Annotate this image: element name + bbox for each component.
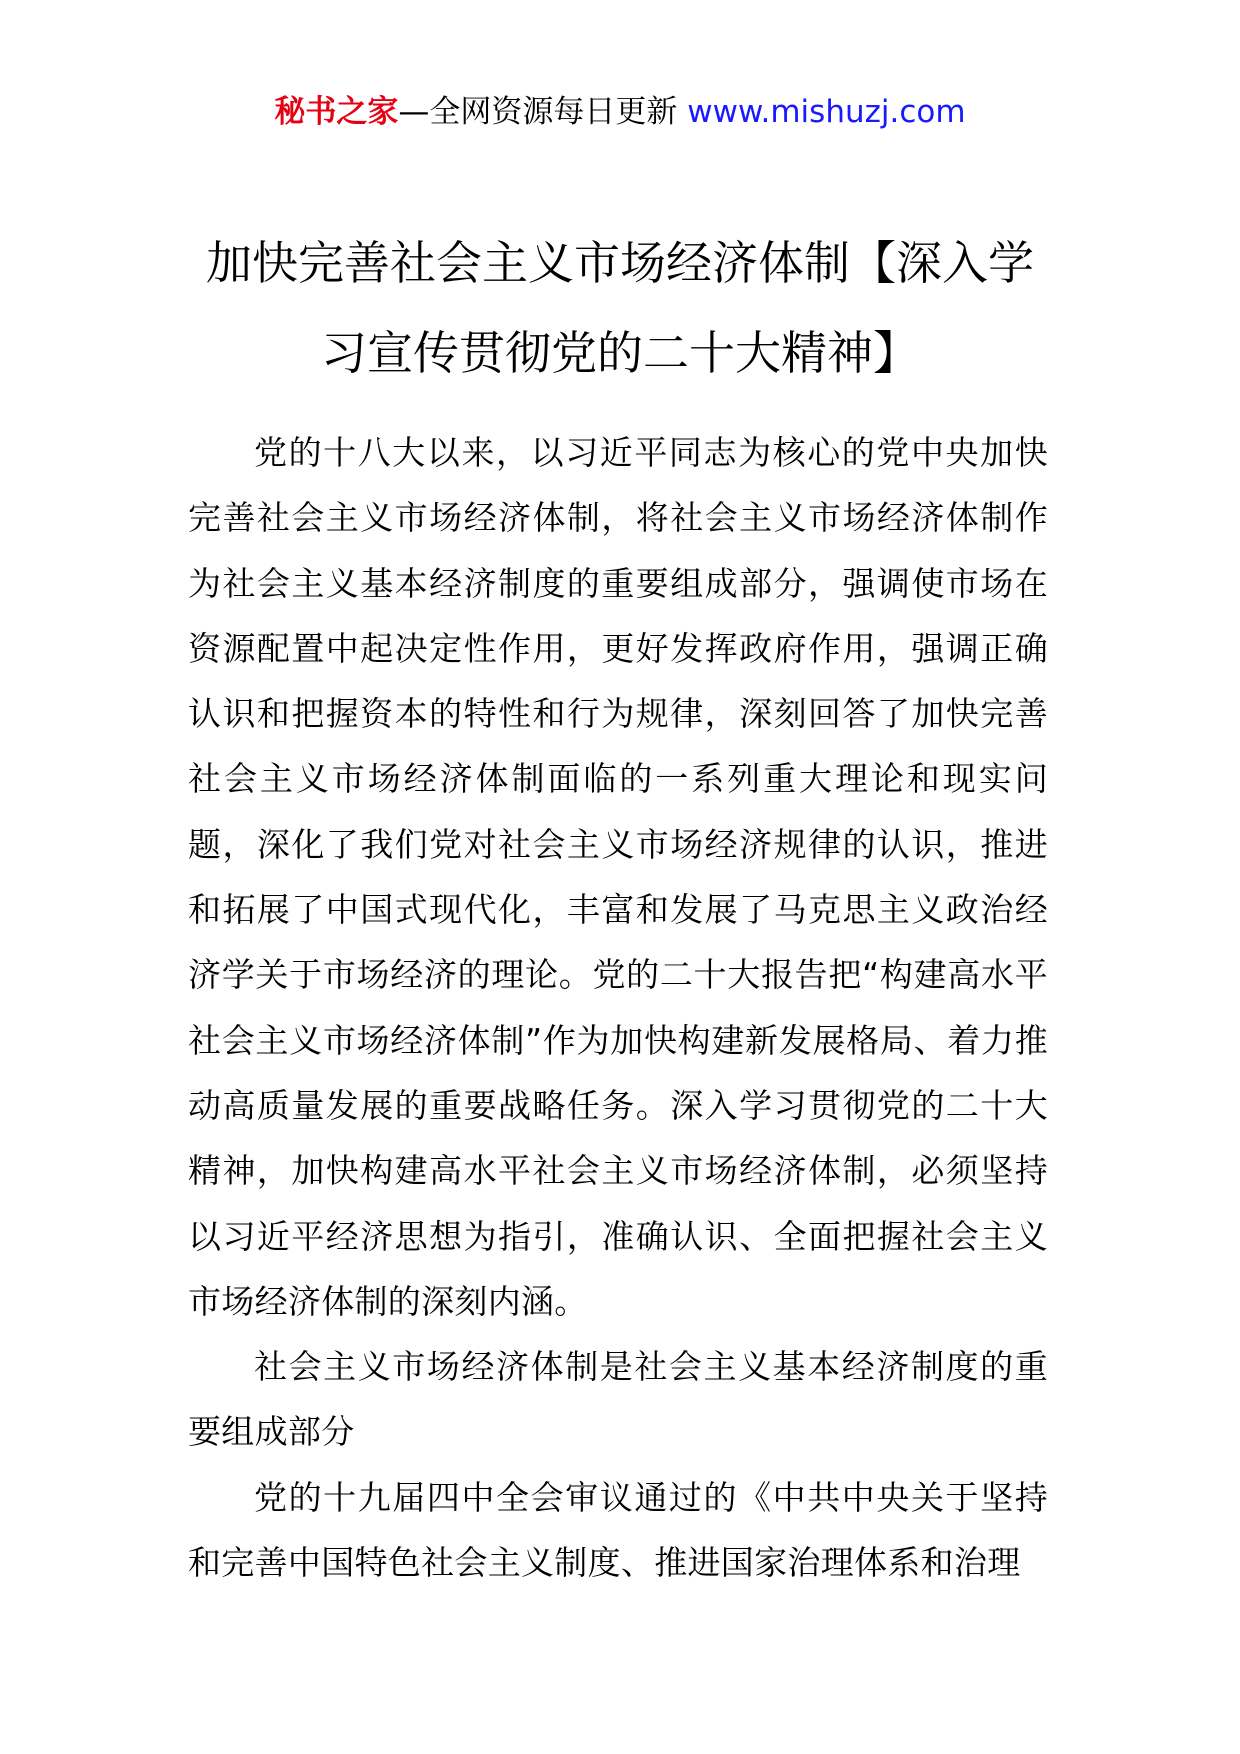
paragraph-intro: 党的十八大以来，以习近平同志为核心的党中央加快完善社会主义市场经济体制，将社会主义市场经济体制作为社会主义基本经济制度的重要组成部分，强调使市场在资源配置中起决定性作用，更好发挥政府作用，强调正确认识和把握资本的特性和行为规律，深刻回答了加快完善社会主义市场经济体制面临的一系列重大理论和现实问题，深化了我们党对社会主义市场经济规律的认识，推进和拓展了中国式现代化，丰富和发展了马克思主义政治经济学关于市场经济的理论。党的二十大报告把“构建高水平社会主义市场经济体制”作为加快构建新发展格局、着力推动高质量发展的重要战略任务。深入学习贯彻党的二十大精神，加快构建高水平社会主义市场经济体制，必须坚持以习近平经济思想为指引，准确认识、全面把握社会主义市场经济体制的深刻内涵。 xyxy=(188,433,1048,1321)
site-brand: 秘书之家 xyxy=(274,94,399,130)
site-url-link[interactable]: www.mishuzj.com xyxy=(687,94,966,130)
paragraph-continuation: 党的十九届四中全会审议通过的《中共中央关于坚持和完善中国特色社会主义制度、推进国家治理体系和治理 xyxy=(188,1477,1048,1583)
document-title xyxy=(150,218,1090,398)
paragraph-section-heading: 社会主义市场经济体制是社会主义基本经济制度的重要组成部分 xyxy=(188,1347,1048,1452)
site-tagline: —全网资源每日更新 xyxy=(398,94,678,130)
document-body xyxy=(188,420,1048,1595)
document-title-line-2: 习宣传贯彻党的二十大精神】 xyxy=(321,326,919,380)
site-header xyxy=(0,92,1240,132)
document-title-line-1: 加快完善社会主义市场经济体制【深入学 xyxy=(206,236,1034,290)
